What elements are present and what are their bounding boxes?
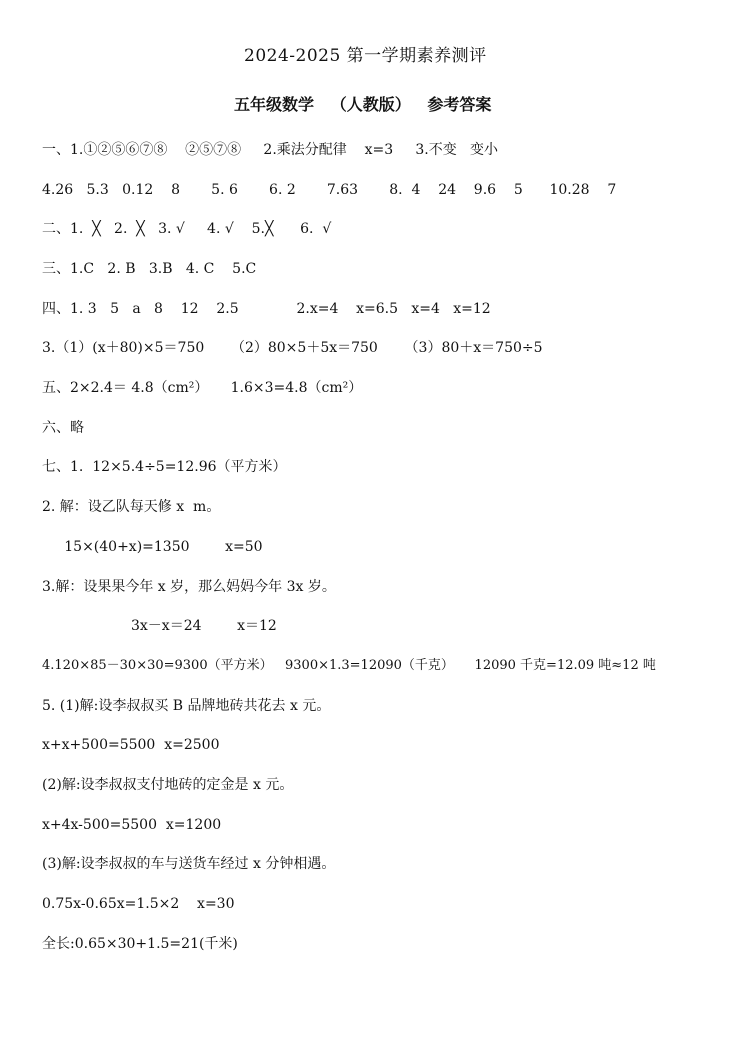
answer-line-5: 四、1. 3 5 a 8 12 2.5 2.x=4 x=6.5 x=4 x=12 (42, 301, 491, 317)
answer-line-4: 三、1.C 2. B 3.B 4. C 5.C (42, 261, 257, 277)
document-subtitle: 五年级数学 （人教版） 参考答案 (234, 95, 492, 114)
answer-line-9: 七、1. 12×5.4÷5=12.96（平方米） (42, 459, 287, 475)
answer-line-10: 2. 解：设乙队每天修 x m。 (42, 499, 221, 515)
answer-line-14: 4.120×85－30×30=9300（平方米） 9300×1.3=12090（千克） 12090 千克=12.09 吨≈12 吨 (42, 658, 656, 673)
answer-line-15: 5. (1)解:设李叔叔买 B 品牌地砖共花去 x 元。 (42, 698, 331, 714)
answer-line-1: 一、1.①②⑤⑥⑦⑧ ②⑤⑦⑧ 2.乘法分配律 x=3 3.不变 变小 (42, 142, 499, 158)
answer-line-20: 0.75x-0.65x=1.5×2 x=30 (42, 896, 235, 912)
answer-line-8: 六、略 (42, 420, 84, 436)
document-title: 2024-2025 第一学期素养测评 (244, 46, 487, 66)
answer-line-11: 15×(40+x)=1350 x=50 (42, 539, 263, 555)
answer-line-3: 二、1. ╳ 2. ╳ 3. √ 4. √ 5.╳ 6. √ (42, 221, 332, 237)
answer-line-16: x+x+500=5500 x=2500 (42, 737, 220, 753)
answer-line-21: 全长:0.65×30+1.5=21(千米) (42, 936, 238, 952)
answer-line-12: 3.解：设果果今年 x 岁，那么妈妈今年 3x 岁。 (42, 579, 336, 595)
answer-line-19: (3)解:设李叔叔的车与送货车经过 x 分钟相遇。 (42, 856, 336, 872)
answer-line-6: 3.（1）(x＋80)×5＝750 （2）80×5＋5x＝750 （3）80＋x＝750÷5 (42, 340, 543, 356)
answer-line-7: 五、2×2.4＝ 4.8（cm²） 1.6×3=4.8（cm²） (42, 380, 363, 396)
answer-line-13: 3x－x＝24 x＝12 (42, 618, 277, 634)
answer-line-2: 4.26 5.3 0.12 8 5. 6 6. 2 7.63 8. 4 24 9.6 5 10.28 7 (42, 182, 617, 198)
answer-line-17: (2)解:设李叔叔支付地砖的定金是 x 元。 (42, 777, 294, 793)
answer-line-18: x+4x-500=5500 x=1200 (42, 817, 222, 833)
